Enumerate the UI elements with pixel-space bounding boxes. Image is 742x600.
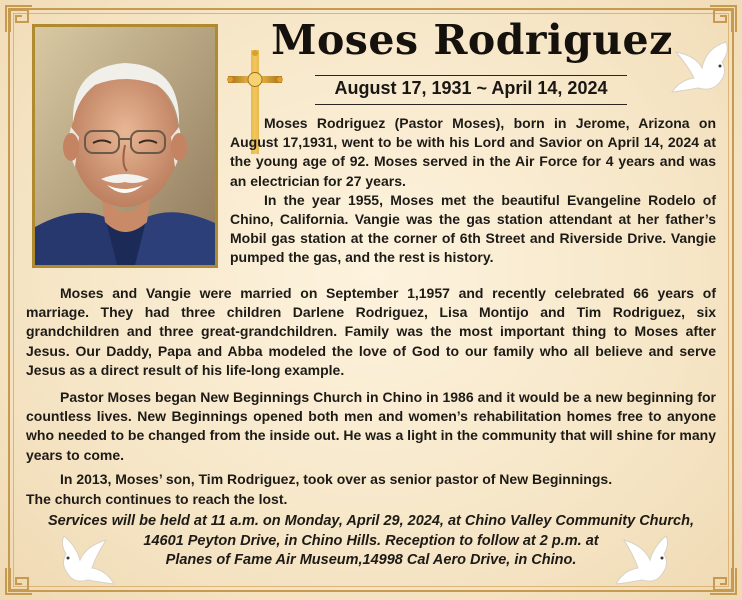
life-dates: August 17, 1931 ~ April 14, 2024 [334, 78, 608, 98]
paragraph-church-continues: The church continues to reach the lost. [26, 491, 288, 507]
dove-icon [612, 530, 672, 592]
service-line-2: 14601 Peyton Drive, in Chino Hills. Reception to follow at 2 p.m. at [143, 532, 599, 549]
dove-icon [58, 530, 118, 592]
paragraph-succession: In 2013, Moses’ son, Tim Rodriguez, took over as senior pastor of New Beginnings. [60, 471, 613, 487]
service-line-3: Planes of Fame Air Museum,14998 Cal Aero Drive, in Chino. [165, 552, 577, 568]
portrait-illustration [35, 27, 215, 265]
paragraph-new-beginnings: Pastor Moses began New Beginnings Church in Chino in 1986 and it would be a new beginning for countless lives. New Beginnings opened both men and women’s rehabilitation homes free to anyone who needed to be changed from the inside out. He was a light in the community that will shine for many years to come. [26, 389, 716, 463]
greek-key-corner-icon [4, 4, 34, 34]
paragraph-birth-and-service: Moses Rodriguez (Pastor Moses), born in Jerome, Arizona on August 17,1931, went to be with his Lord and Savior on April 14, 2024 at the young age of 92. Moses served in the Air Force for 4 years and was an electrician for 27 years. [230, 115, 716, 189]
paragraph-meeting-vangie: In the year 1955, Moses met the beautiful Evangeline Rodelo of Chino, California. Vangie was the gas station attendant at her father’s Mobil gas station at the corner of 6th Street and Riverside Drive. Vangie pumped the gas, and the rest is history. [230, 191, 716, 266]
dove-icon [666, 38, 732, 102]
deceased-name: Moses Rodriguez [271, 16, 673, 64]
obituary-intro [230, 114, 716, 268]
paragraph-marriage-family: Moses and Vangie were married on September 1,1957 and recently celebrated 66 years of marriage. They had three children Darlene Rodriguez, Lisa Montijo and Tim Rodriguez, six grandchildren and three great-grandchildren. Family was the most important thing to Moses after Jesus. Our Daddy, Papa and Abba modeled the love of God to our family who all believe and serve Jesus as a direct result of his life-long example. [26, 285, 716, 378]
service-line-1: Services will be held at 11 a.m. on Monday, April 29, 2024, at Chino Valley Community Church, [48, 513, 694, 529]
title-rule-top [315, 75, 627, 76]
greek-key-corner-icon [708, 566, 738, 596]
portrait-photo [32, 24, 218, 268]
title-rule-bottom [315, 104, 627, 105]
greek-key-corner-icon [4, 566, 34, 596]
